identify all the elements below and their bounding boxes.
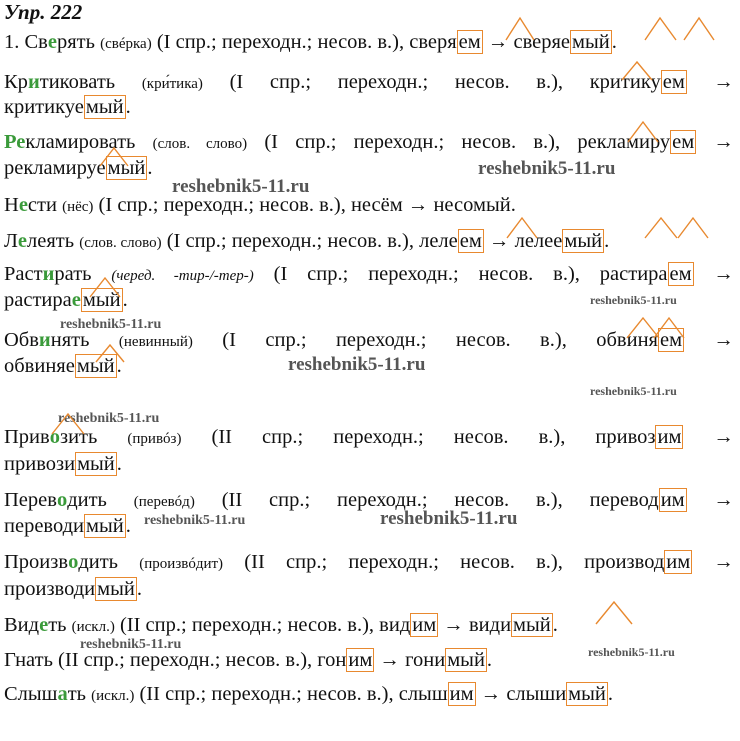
watermark: reshebnik5-11.ru — [172, 176, 310, 197]
watermark: reshebnik5-11.ru — [60, 317, 162, 332]
suffix-box: мый — [76, 355, 115, 377]
suffix-box: мый — [97, 578, 135, 600]
suffix-box: мый — [107, 157, 146, 179]
line-privozit-cont: привозимый. — [4, 453, 122, 475]
line-perevodit: Переводить (перевóд) (II спр.; переходн.; несов. в.), переводим → — [4, 489, 735, 511]
line-proizvodit: Производить (произвóдит) (II спр.; переходн.; несов. в.), производим → — [4, 551, 734, 573]
line-rastirat-cont: растираемый. — [4, 289, 128, 311]
watermark: reshebnik5-11.ru — [380, 508, 518, 529]
suffix-box: ем — [659, 329, 683, 351]
suffix-box: им — [660, 489, 685, 511]
suffix-box: мый — [86, 515, 124, 537]
line-privozit: Привозить (привóз) (II спр.; переходн.; несов. в.), привозим → — [4, 426, 734, 448]
line-sveryat: 1. Сверять (свéрка) (I спр.; переходн.; несов. в.), сверяем → сверяемый. — [4, 31, 617, 53]
line-perevodit-cont: переводимый. — [4, 515, 131, 537]
line-proizvodit-cont: производимый. — [4, 578, 142, 600]
line-videt: Видеть (искл.) (II спр.; переходн.; несов. в.), видим → видимый. — [4, 614, 558, 636]
suffix-box: мый — [447, 649, 485, 671]
suffix-box: им — [412, 614, 437, 636]
suffix-box: ем — [459, 230, 482, 252]
line-kritikovat-cont: критикуемый. — [4, 96, 131, 118]
watermark: reshebnik5-11.ru — [478, 158, 616, 179]
suffix-box: им — [449, 683, 474, 705]
watermark: reshebnik5-11.ru — [58, 411, 160, 426]
suffix-box: мый — [564, 230, 603, 252]
watermark: reshebnik5-11.ru — [80, 637, 182, 652]
watermark: reshebnik5-11.ru — [288, 354, 426, 375]
line-reklamirovat-cont: рекламируемый. — [4, 157, 153, 179]
line-gnat: Гнать (II спр.; переходн.; несов. в.), гоним → гонимый. — [4, 649, 493, 671]
line-kritikovat: Критиковать (кри́тика) (I спр.; переходн.; несов. в.), критикуем → — [4, 71, 735, 93]
line-obvinyat: Обвинять (невинный) (I спр.; переходн.; несов. в.), обвиняем → — [4, 329, 734, 351]
watermark: reshebnik5-11.ru — [590, 293, 677, 307]
suffix-box: ем — [672, 131, 695, 153]
suffix-box: ем — [669, 263, 692, 285]
line-obvinyat-cont: обвиняемый. — [4, 355, 122, 377]
line-slyshat: Слышать (искл.) (II спр.; переходн.; несов. в.), слышим → слышимый. — [4, 683, 614, 705]
suffix-box: им — [348, 649, 373, 671]
line-reklamirovat: Рекламировать (слов. слово) (I спр.; переходн.; несов. в.), рекламируем → — [4, 131, 734, 153]
line-rastirat: Растирать (черед. -тир-/-тер-) (I спр.; переходн.; несов. в.), растираем → — [4, 263, 734, 285]
line-leleyat: Лелеять (слов. слово) (I спр.; переходн.; несов. в.), лелеем → лелеемый. — [4, 230, 610, 252]
suffix-box: мый — [82, 289, 121, 311]
line-nesti: Нести (нёс) (I спр.; переходн.; несов. в.), несём → несомый. — [4, 194, 516, 216]
watermark: reshebnik5-11.ru — [144, 513, 246, 528]
suffix-box: мый — [572, 31, 610, 53]
suffix-box: мый — [77, 453, 115, 475]
suffix-box: мый — [513, 614, 551, 636]
suffix-box: им — [657, 426, 682, 448]
suffix-box: мый — [85, 96, 124, 118]
exercise-title: Упр. 222 — [4, 0, 83, 24]
suffix-box: ем — [458, 31, 481, 53]
watermark: reshebnik5-11.ru — [588, 645, 675, 659]
suffix-box: им — [666, 551, 691, 573]
watermark: reshebnik5-11.ru — [590, 384, 677, 398]
suffix-box: ем — [662, 71, 685, 93]
suffix-box: мый — [568, 683, 606, 705]
